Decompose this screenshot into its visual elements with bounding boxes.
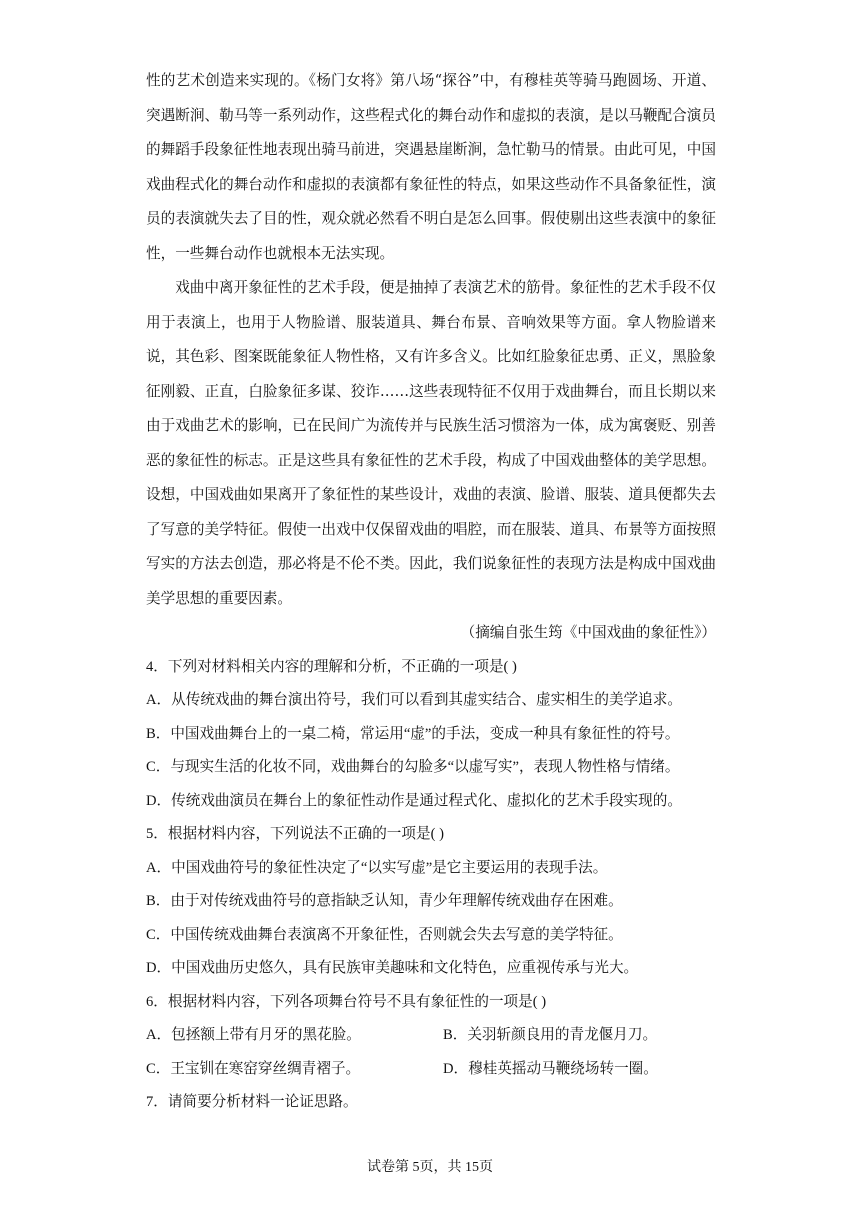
question-4-stem: 4．下列对材料相关内容的理解和分析，不正确的一项是( ) bbox=[146, 658, 517, 675]
question-7-stem: 7．请简要分析材料一论证思路。 bbox=[146, 1094, 358, 1110]
passage-paragraph-1: 性的艺术创造来实现的。《杨门女将》第八场“探谷”中，有穆桂英等骑马跑圆场、开道、突遇断涧、勒马等一系列动作，这些程式化的舞台动作和虚拟的表演，是以马鞭配合演员的舞蹈手段象征性地表现出骑马前进，突遇悬崖断涧，急忙勒马的情景。由此可见，中国戏曲程式化的舞台动作和虚拟的表演都有象征性的特点，如果这些动作不具备象征性，演员的表演就失去了目的性，观众就必然看不明白是怎么回事。假使剔出这些表演中的象征性，一些舞台动作也就根本无法实现。 bbox=[146, 72, 716, 262]
question-6 bbox=[146, 986, 716, 1087]
question-6-options-row-2 bbox=[146, 1053, 716, 1087]
question-5-option-d: D．中国戏曲历史悠久，具有民族审美趣味和文化特色，应重视传承与光大。 bbox=[146, 960, 639, 976]
question-4-option-b: B．中国戏曲舞台上的一桌二椅，常运用“虚”的手法，变成一种具有象征性的符号。 bbox=[146, 725, 680, 742]
question-6-option-d: D．穆桂英摇动马鞭绕场转一圈。 bbox=[443, 1060, 658, 1077]
question-6-stem: 6．根据材料内容，下列各项舞台符号不具有象征性的一项是( ) bbox=[146, 993, 547, 1010]
question-5-option-c: C．中国传统戏曲舞台表演离不开象征性，否则就会失去写意的美学特征。 bbox=[146, 926, 623, 943]
question-5-option-a: A．中国戏曲符号的象征性决定了“以实写虚”是它主要运用的表现手法。 bbox=[146, 859, 608, 876]
question-6-option-b: B．关羽斩颜良用的青龙偃月刀。 bbox=[443, 1027, 658, 1043]
passage-source: （摘编自张生筠《中国戏曲的象征性》） bbox=[460, 624, 716, 641]
question-4-option-a: A．从传统戏曲的舞台演出符号，我们可以看到其虚实结合、虚实相生的美学追求。 bbox=[146, 692, 682, 708]
question-6-option-c: C．王宝钏在寒窑穿丝绸青褶子。 bbox=[146, 1060, 361, 1077]
question-4-option-d: D．传统戏曲演员在舞台上的象征性动作是通过程式化、虚拟化的艺术手段实现的。 bbox=[146, 792, 682, 809]
page-footer: 试卷第 5页，共 15页 bbox=[367, 1160, 493, 1175]
question-5-stem: 5．根据材料内容，下列说法不正确的一项是( ) bbox=[146, 826, 444, 842]
question-5-option-b: B．由于对传统戏曲符号的意指缺乏认知，青少年理解传统戏曲存在困难。 bbox=[146, 893, 623, 909]
question-4 bbox=[146, 651, 716, 819]
passage-paragraph-2: 戏曲中离开象征性的艺术手段，便是抽掉了表演艺术的筋骨。象征性的艺术手段不仅用于表演上，也用于人物脸谱、服装道具、舞台布景、音响效果等方面。拿人物脸谱来说，其色彩、图案既能象征人物性格，又有许多含义。比如红脸象征忠勇、正义，黑脸象征刚毅、正直，白脸象征多谋、狡诈……这些表现特征不仅用于戏曲舞台，而且长期以来由于戏曲艺术的影响，已在民间广为流传并与民族生活习惯溶为一体，成为寓褒贬、别善恶的象征性的标志。正是这些具有象征性的艺术手段，构成了中国戏曲整体的美学思想。设想，中国戏曲如果离开了象征性的某些设计，戏曲的表演、脸谱、服装、道具便都失去了写意的美学特征。假使一出戏中仅保留戏曲的唱腔，而在服装、道具、布景等方面按照写实的方法去创造，那必将是不伦不类。因此，我们说象征性的表现方法是构成中国戏曲美学思想的重要因素。 bbox=[146, 279, 716, 607]
page-content bbox=[146, 64, 716, 1120]
question-5 bbox=[146, 818, 716, 986]
question-4-option-c: C．与现实生活的化妆不同，戏曲舞台的勾脸多“以虚写实”，表现人物性格与情绪。 bbox=[146, 759, 680, 775]
question-7 bbox=[146, 1086, 716, 1120]
question-6-options-row-1 bbox=[146, 1019, 716, 1053]
question-6-option-a: A．包拯额上带有月牙的黑花脸。 bbox=[146, 1027, 361, 1043]
